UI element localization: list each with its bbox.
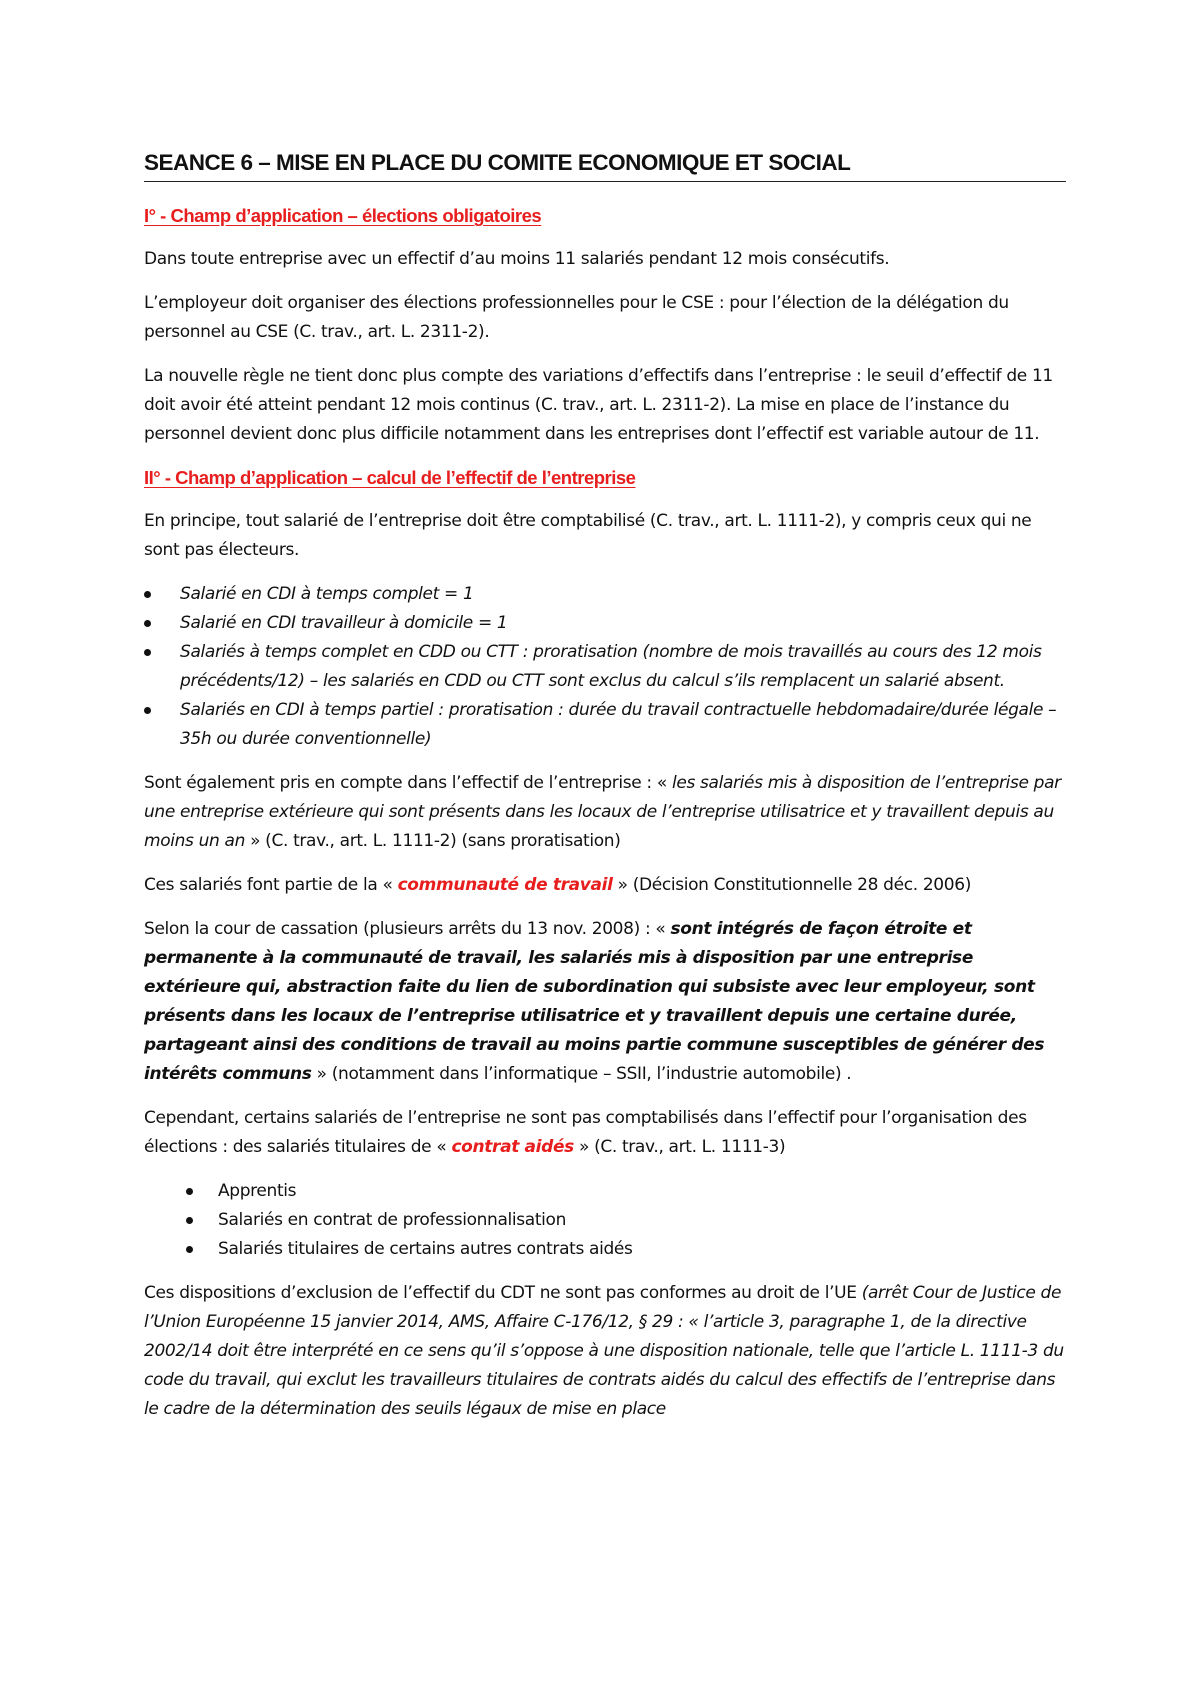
- section-2-paragraph-1: En principe, tout salarié de l’entreprise doit être comptabilisé (C. trav., art. L. 1111-2), y compris ceux qui ne sont pas électeurs.: [144, 511, 1032, 560]
- section-2-paragraph-4: Selon la cour de cassation (plusieurs arrêts du 13 nov. 2008) : « sont intégrés de façon étroite et permanente à la communauté de travail, les salariés mis à disposition par une entreprise extérieure qui, abstraction faite du lien de subordination qui subsiste avec leur employeur, sont présents dans les locaux de l’entreprise utilisatrice et y travaillent depuis une certaine durée, partageant ainsi des conditions de travail au moins partie commune susceptibles de générer des intérêts communs » (notamment dans l’informatique – SSII, l’industrie automobile) .: [144, 919, 1045, 1084]
- list-item: Apprentis: [144, 1177, 1066, 1206]
- bullet-icon: [144, 649, 151, 656]
- list-item: Salariés en contrat de professionnalisation: [144, 1206, 1066, 1235]
- list-item: Salariés à temps complet en CDD ou CTT : proratisation (nombre de mois travaillés au cours des 12 mois précédents/12) – les salariés en CDD ou CTT sont exclus du calcul s’ils remplacent un salarié absent.: [144, 638, 1066, 696]
- section-2-heading: II° - Champ d’application – calcul de l’effectif de l’entreprise: [144, 467, 636, 488]
- list-item: Salariés titulaires de certains autres contrats aidés: [144, 1235, 1066, 1264]
- bullet-icon: [144, 620, 151, 627]
- bullet-icon: [144, 591, 151, 598]
- highlight-contrat-aides: contrat aidés: [451, 1137, 574, 1157]
- section-1-paragraph-1: Dans toute entreprise avec un effectif d’au moins 11 salariés pendant 12 mois consécutifs.: [144, 249, 890, 269]
- section-1-heading: I° - Champ d’application – élections obligatoires: [144, 205, 542, 226]
- bullet-icon: [186, 1246, 193, 1253]
- bullet-icon: [144, 707, 151, 714]
- page-title: SEANCE 6 – MISE EN PLACE DU COMITE ECONOMIQUE ET SOCIAL: [144, 148, 1066, 182]
- quote-mis-a-disposition: les salariés mis à disposition de l’entreprise par une entreprise extérieure qui sont présents dans les locaux de l’entreprise utilisatrice et y travaillent depuis au moins un an: [144, 773, 1061, 851]
- exclusion-bullet-list: [144, 1177, 1066, 1264]
- highlight-communaute-de-travail: communauté de travail: [397, 875, 613, 895]
- section-2-paragraph-6: Ces dispositions d’exclusion de l’effectif du CDT ne sont pas conformes au droit de l’UE (arrêt Cour de Justice de l’Union Européenne 15 janvier 2014, AMS, Affaire C-176/12, § 29 : « l’article 3, paragraphe 1, de la directive 2002/14 doit être interprété en ce sens qu’il s’oppose à une disposition nationale, telle que l’article L. 1111-3 du code du travail, qui exclut les travailleurs titulaires de contrats aidés du calcul des effectifs de l’entreprise dans le cadre de la détermination des seuils légaux de mise en place: [144, 1283, 1064, 1419]
- effectif-bullet-list: [144, 580, 1066, 754]
- list-item: Salarié en CDI à temps complet = 1: [144, 580, 1066, 609]
- document-body: [144, 148, 1066, 1439]
- section-1-paragraph-3: La nouvelle règle ne tient donc plus compte des variations d’effectifs dans l’entreprise : le seuil d’effectif de 11 doit avoir été atteint pendant 12 mois continus (C. trav., art. L. 2311-2). La mise en place de l’instance du personnel devient donc plus difficile notamment dans les entreprises dont l’effectif est variable autour de 11.: [144, 366, 1053, 444]
- section-1-paragraph-2: L’employeur doit organiser des élections professionnelles pour le CSE : pour l’élection de la délégation du personnel au CSE (C. trav., art. L. 2311-2).: [144, 293, 1009, 342]
- list-item: Salariés en CDI à temps partiel : proratisation : durée du travail contractuelle hebdomadaire/durée légale – 35h ou durée conventionnelle): [144, 696, 1066, 754]
- quote-cjue: (arrêt Cour de Justice de l’Union Européenne 15 janvier 2014, AMS, Affaire C-176/12, § 29 : « l’article 3, paragraphe 1, de la directive 2002/14 doit être interprété en ce sens qu’il s’oppose à une disposition nationale, telle que l’article L. 1111-3 du code du travail, qui exclut les travailleurs titulaires de contrats aidés du calcul des effectifs de l’entreprise dans le cadre de la détermination des seuils légaux de mise en place: [144, 1283, 1064, 1419]
- section-2-paragraph-3: Ces salariés font partie de la « communauté de travail » (Décision Constitutionnelle 28 déc. 2006): [144, 875, 971, 895]
- section-2-paragraph-5: Cependant, certains salariés de l’entreprise ne sont pas comptabilisés dans l’effectif pour l’organisation des élections : des salariés titulaires de « contrat aidés » (C. trav., art. L. 1111-3): [144, 1108, 1027, 1157]
- quote-cour-de-cassation: sont intégrés de façon étroite et permanente à la communauté de travail, les salariés mis à disposition par une entreprise extérieure qui, abstraction faite du lien de subordination qui subsiste avec leur employeur, sont présents dans les locaux de l’entreprise utilisatrice et y travaillent depuis une certaine durée, partageant ainsi des conditions de travail au moins partie commune susceptibles de générer des intérêts communs: [144, 919, 1045, 1084]
- section-2-paragraph-2: Sont également pris en compte dans l’effectif de l’entreprise : « les salariés mis à disposition de l’entreprise par une entreprise extérieure qui sont présents dans les locaux de l’entreprise utilisatrice et y travaillent depuis au moins un an » (C. trav., art. L. 1111-2) (sans proratisation): [144, 773, 1061, 851]
- bullet-icon: [186, 1217, 193, 1224]
- list-item: Salarié en CDI travailleur à domicile = 1: [144, 609, 1066, 638]
- bullet-icon: [186, 1188, 193, 1195]
